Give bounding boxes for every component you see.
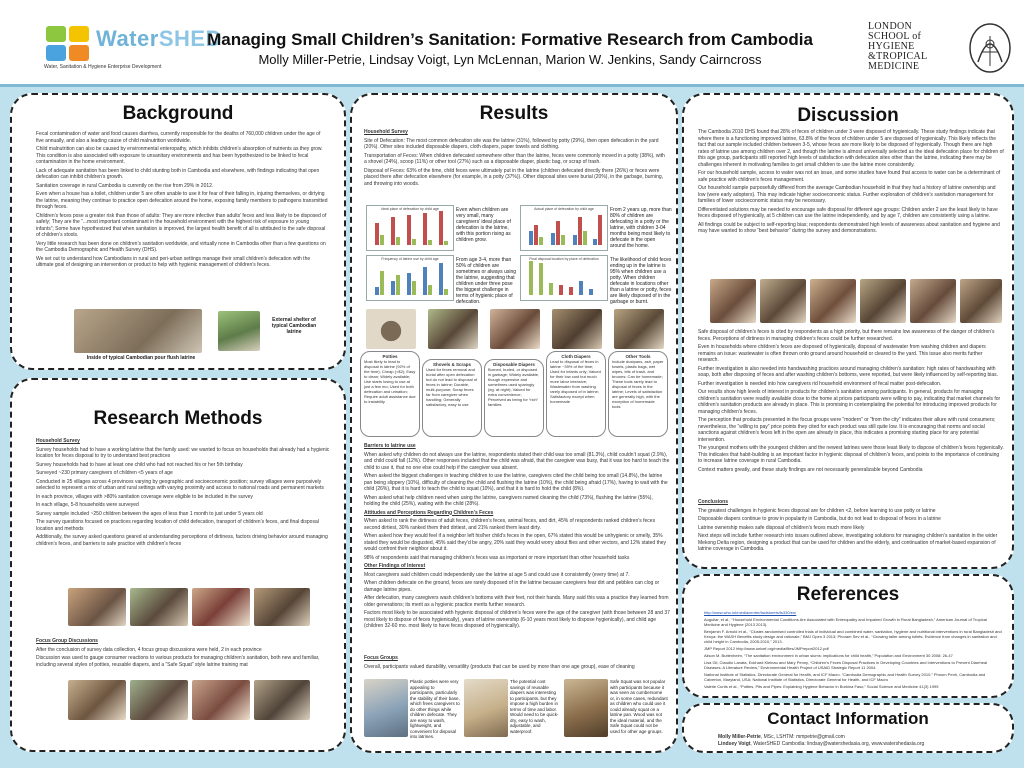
potty-photo (366, 309, 416, 349)
survey-photo-1 (68, 588, 126, 626)
latrine-shelter-caption: External shelter of typical Cambodian latrine (271, 317, 317, 335)
results-panel (350, 93, 678, 753)
latrine-inside-caption: Inside of typical Cambodian pour flush latrine (86, 355, 196, 361)
results-focus-groups-text: Focus Groups Overall, participants valued durability, versatility (products that can be used by more than one age group), ease of cleaning (364, 655, 635, 670)
reusable-diaper-photo (464, 679, 508, 737)
results-heading: Results (479, 103, 549, 124)
safe-squat-text: Safe Squat was not popular with participants because it was seen as cumbersome or, in some cases, redundant as children who could use it could already squat on a latrine pan. Wood was not the ideal material, and the Safe Squat could not be used for other age groups. (610, 679, 668, 734)
poster-authors: Molly Miller-Petrie, Lindsay Voigt, Lyn McLennan, Marion W. Jenkins, Sandy Cairncross (258, 52, 762, 67)
chart-ideal-place: Ideal place of defecation by child age (366, 205, 454, 251)
chart-frequency-note: From age 3-4, more than 50% of children are sometimes or always using the latrine, suggesting that children under three pose the biggest challenge in terms of hygienic place of defecation. (456, 257, 517, 305)
lshtm-logo-text: LONDON SCHOOL of HYGIENE &TROPICAL MEDICINE (868, 21, 928, 72)
potties-box: Potties Most likely to lead to disposal in latrine (92% of the time); Cheap (<$2); Easy to clean; Widely available; Use starts losing to use at just a few mo; Used for both defecation and urination; Require adult assistance due to instability (360, 351, 420, 437)
discussion-panel (682, 93, 1014, 569)
watershed-logo-icon (46, 26, 92, 62)
contact-email-1[interactable]: , MSc, LSHTM: mmpetrie@gmail.com (760, 734, 845, 740)
background-text: Fecal contamination of water and food causes diarrhea, currently responsible for the deaths of 760,000 children under the age of five annually, and also a leading cause of child malnutrition worldwide. Child malnutrition can also be caused by environmental enteropathy, which inhibits children’s absorption of nutrients as they grow. This condition is also associated with exposure to unsanitary environments and has been hypothesized to be linked to fecal contamination in the home environment. Lack of adequate sanitation has been linked to child stunting both in Cambodia and elsewhere, with findings indicating that open defecation can inhibit children’s growth. Sanitation coverage in rural Cambodia is currently on the rise from 29% in 2012. Even when a house has a toilet, children under 5 are often unable to use it for fear of their falling in, injuring themselves, or dirtying the latrine, meaning they continue to practice open defecation around the home, exposing family members to pathogens transmitted through feces. Children’s feces pose a greater risk than those of adults: They are more infective than adults’ feces and less likely to be disposed of safely; They are the “...most important contaminant in the household environment with the highest risk of exposure to young infants”; Some have hypothesized that when sanitation is improved, the largest health benefit of all is attributed to the safe disposal of children’s stools. Very little research has been done on children’s sanitation worldwide, and virtually none in Cambodia other than a few questions on the Cambodia Demographic and Health Survey (DHS). We set out to understand how Cambodians in rural and peri-urban settings manage their small children’s defecation with the ultimate goal of designing an intervention or product to help with hygienic management of children’s feces. (36, 131, 328, 268)
discussion-photo-3 (810, 279, 856, 323)
poster-title: Managing Small Children’s Sanitation: Formative Research from Cambodia (207, 30, 813, 49)
reference-link[interactable]: http://www.who.int/mediacentre/factsheets/fs330/en/ (704, 610, 797, 615)
discussion-heading: Discussion (797, 105, 899, 126)
cloth-diapers-box: Cloth Diapers Lead to disposal of feces in latrine ~39% of the time; Used for infants only; Valued for their low cost but much more labor intensive; Wastewater from washing rarely disposed of in latrine; Satisfactory except when homemade (546, 351, 606, 437)
chart-disposal-note: The likelihood of child feces ending up in the latrine is 95% when children use a potty. When children defecate in locations other than a latrine or potty, feces are likely disposed of in the garbage or burnt. (610, 257, 672, 305)
focus-group-photo-4 (254, 680, 310, 720)
disposable-diapers-box: Disposable Diapers Burned, buried, or disposed in garbage; Widely available, though expensive and sometimes used sparingly (eg. at night); Valued for extra convenience; Perceived as being for “rich” families (484, 359, 544, 437)
poster-header (0, 0, 1024, 87)
chart-final-disposal: Final disposal location by place of defecation (520, 255, 608, 301)
chart-latrine-frequency: Frequency of latrine use by child age (366, 255, 454, 301)
contact-email-2[interactable]: , WaterSHED Cambodia: lindsay@watershedasia.org, www.watershedasia.org (750, 741, 925, 747)
chart-ideal-note: Even when children are very small, many caregivers’ ideal place of defecation is the latrine, with this portion rising as children grow. (456, 207, 511, 243)
survey-photo-4 (254, 588, 310, 626)
shovels-box: Shovels & Scraps Used for feces removal and burial after open defecation but do not lead to disposal of feces in latrine; Durable, multi-purpose; Scrap feces far from caregiver when handling; Generally satisfactory, easy to use (422, 359, 482, 437)
lshtm-crest-icon (968, 22, 1012, 74)
survey-photo-3 (192, 588, 250, 626)
latrine-inside-photo (74, 309, 202, 353)
background-heading: Background (122, 103, 234, 124)
methods-heading: Research Methods (93, 408, 263, 429)
contact-text: Molly Miller-Petrie, MSc, LSHTM: mmpetrie@gmail.com Lindsey Voigt, WaterSHED Cambodia: lindsay@watershedasia.org, www.watershedasia.org (718, 734, 925, 747)
discussion-photo-1 (710, 279, 756, 323)
discussion-photo-2 (760, 279, 806, 323)
cloth-diaper-photo (552, 309, 602, 349)
references-panel (682, 574, 1014, 698)
watershed-logo-text: WaterSHED (96, 26, 222, 51)
discussion-photo-4 (860, 279, 906, 323)
references-heading: References (796, 584, 900, 605)
focus-group-photo-2 (130, 680, 188, 720)
methods-household-text: Household Survey Survey households had to have a working latrine that the family used: we wanted to focus on households that already had a hygienic location for feces disposal to try to understand best practices Survey households had to have at least one child who had not reached his or her 5th birthday Surveyed ~230 primary caregivers of children <5 years of age Conducted in 25 villages across 4 provinces varying by geographic and socioeconomic position; survey villages were purposively selected to represent a mix of urban and rural settings with varying proximity and access to national roads and permanent markets In each province, villages with >80% sanitation coverage were eligible to be included in the survey In each village, 5-8 households were surveyed Survey sample included ~250 children between the ages of less than 1 month to just under 5 years old The survey questions focused on practices regarding location of child defecation, transport of children’s feces, and final disposal location and methods Additionally, the survey asked questions geared at understanding perceptions of dirtiness, factors driving behavior around managing children’s feces, and barriers to safe practice with children’s feces (36, 438, 330, 547)
plastic-potty-text: Plastic potties were very appealing to participants, particularly the stability of their base, which frees caregivers to do other things while children defecate. They are easy to wash, lightweight, and convenient for disposal into latrines. (410, 679, 460, 739)
discussion-text-bottom: Safe disposal of children’s feces is cited by respondents as a high priority, but there remains low awareness of the danger of children’s feces. Perceptions of dirtiness in managing children’s feces could be further researched. Even in households where children’s feces are disposed of hygienically, disposal of wastewater from washing children and diapers remains an issue: wastewater is often thrown onto ground around household or cleared to the yard. This issue also merits further research. Further investigation is also needed into handwashing practices around managing children’s sanitation: high rates of handwashing with soap, both after disposing of feces and after washing children’s bottoms, were reported, but were likely influenced by self-reporting bias. Further investigation is needed into how caregivers rid household environment of fecal matter post-defecation. Our results show high levels of interest in products for children’s sanitation among participants. In general, products for managing children’s sanitation were readily available close to the home at prices participants were willing to pay, indicating that market channels for children’s sanitation products are already in place. This is promising in contemplating the potential for introducing improved products for managing children’s feces. The perception that products presented in the focus groups were “modern” or “from the city” indicates their allure with rural consumers; nevertheless, the “willing to pay” price points they cited for each product was still quite low. It is encouraging that norms and social sanctions against children’s feces left in the open are already in place, this indicates a promising starting place for any potential intervention. The youngest mothers with the youngest children and the newest latrines were those least likely to dispose of children’s feces hygienically. This indicates that habit-building is an important factor in hygienic disposal of children’s feces, and points to the importance of continuing to increase latrine coverage in rural Cambodia. Context matters greatly, and these study findings are not necessarily generalizable beyond Cambodia (698, 329, 1004, 473)
safe-squat-photo (564, 679, 608, 737)
background-panel (10, 93, 346, 370)
references-list: http://www.who.int/mediacentre/factsheets/fs330/en/ Auguilar, et al., “Household Environmental Conditions Are Associated with Enteropathy and Impaired Growth in Rural Bangladesh,” American Journal of Tropical Medicine and Hygiene (2013 2013). Benjamin F. Arnold et al., “Cluster-randomised controlled trials of individual and combined water, sanitation, hygiene and nutritional interventions in rural Bangladesh and Kenya: the WASH Benefits study design and rationale,” BMJ Open 3 2013; Phoram Sev et al., “Growing taller among toilets: Evidence from changes in sanitation and child height in Cambodia, 2005-2010,” 2013. JMP Report 2012 http://www.unicef.org/media/files/JMPreport2012.pdf Alison M. Buttenheim, “The sanitation environment in urban slums: implications for child health,” Population and Environment 30 2008: 26-47 Lisa Gil, Claudio Lanata, Eckhard Kleinau and Mary Penny, “Children’s Feces Disposal Practices in Developing Countries and Interventions to Prevent Diarrheal Diseases: A Literature Review,” Environmental Health Project of USAID Strategic Report 11 2004. National Institute of Statistics, Directorate General for Health, and ICF Macro. “Cambodia Demographic and Health Survey 2010.” Phnom Penh, Cambodia and Calverton, Maryland, USA: National Institute of Statistics, Directorate General for Health, and ICF Macro Valérie Curtis et al., “Potties, Pits and Pipes: Explaining Hygiene Behavior in Burkina Faso,” Social Science and Medicine 41(3) 1995 (704, 610, 1002, 689)
results-barriers-text: Barriers to latrine use When asked why children do not always use the latrine, respondents stated their child was too small (81.3%), child couldn’t squat (2.9%), and child could fall (12%). Other responses included that the child was afraid, that the caregiver was busy, that it was too hard to teach the child to use it, that no one else could help if the caregiver was absent. When asked the biggest challenges in teaching children to use the latrine, caregivers cited the child being too small (14.8%), the latrine pan being slippery (10%), difficulty of cleaning the child and flushing the latrine (10%), the child being afraid (17%), having to wait with the child (26%), that it is hard to teach the child to squat (10%), and that it is hard to hold the child (8%). When asked what help children need when using the latrine, caregivers named cleaning the child (73%), flushing the latrine (55%), holding the child (25%), waiting with the child (28%). Attitudes and Perceptions Regarding Children’s Feces When asked to rank the dirtiness of adult feces, children’s feces, animal feces, and dirt, 45% of respondents ranked children’s feces second dirtiest, 30% ranked them third dirtiest, and 21% ranked them least dirty. When asked how they would feel if a neighbor left his/her child’s feces in the open, 67% stated this would be unhygienic or smelly, 35% stated they would be disgusted, 45% said they’d be angry, 20% said they would worry about flies and other vectors, and 12% stated they would confront their neighbor about it. 98% of respondents said that managing children’s feces was as important or more important than other household tasks Other Findings of Interest Most caregivers said children could independently use the latrine at age 5 and could use it consistently (every time) at 7. When children defecate on the ground, feces are rarely disposed of in the latrine because caregivers fear dirt and pebbles can clog or damage latrine pipes. After defecation, many caregivers wash children’s bottoms with their feet, not their hands. Many said this was a practice they learned from older generations; its merit as a hygienic practice merits further research. Factors most likely to be associated with hygienic disposal of children’s feces were the age of the caregiver (with those between 28 and 37 most likely to dispose of feces hygienically), years of latrine ownership (6-10 years most likely to dispose hygienically), and child age (children 32-60 mo. most likely to have feces disposed of hygienically). (364, 443, 670, 629)
reusable-diaper-text: The potential cost savings of reusable diapers was interesting to participants, but they impose a high burden in terms of time and labor. Would need to be quick-dry, easy to wash, adjustable, and waterproof. (510, 679, 559, 734)
discussion-photo-5 (910, 279, 956, 323)
contact-panel (682, 703, 1014, 753)
chart-actual-note: From 2 years up, more than 80% of children are defecating in a potty or the latrine, with children 3-04 months being most likely to defecate in the open around the home. (610, 207, 672, 249)
research-methods-panel (10, 378, 346, 752)
discussion-photo-6 (960, 279, 1002, 323)
shovel-photo (428, 309, 478, 349)
watershed-tagline: Water, Sanitation & Hygiene Enterprise Development (44, 64, 162, 70)
discussion-text-top: The Cambodia 2010 DHS found that 28% of feces of children under 3 were disposed of hygienically. These study findings indicate that where there is a functioning improved latrine, 63.8% of the feces of children under 5 are disposed of hygienically. This likely reflects the fact that our sample included children between 3-5, whose feces are more likely to be disposed of hygienically. Though there are high rates of latrine use among children over 2, and though the latrine is almost universally selected as the ideal defecation place for children of this age group, participants still reported high levels of satisfaction with defecation sites other than the latrine, indicating there may be challenges inherent in motivating families to get small children to use the latrine more consistently. For our household sample, access to water was not an issue, and some studies have found that access to water can be a determinant of safe practice with children’s feces management. Our household sample purposefully differed from the average Cambodian household in that they had a history of latrine ownership and low (were early adopters). This may indicate higher socioeconomic status. Further exploration of children’s sanitation management for families of lower socioeconomic status may be necessary. Differentiated solutions may be needed to encourage safe disposal for different age groups: Children under 2 are the least likely to have feces disposed of hygienically, at 5 children can use the latrine independently, and by age 7, children are consistently using a latrine. All findings could be subject to self-reporting bias; respondents demonstrated high levels of awareness about sanitation and hygiene and may have wanted to show “best behavior” during the survey and demonstrations. (698, 129, 1004, 234)
focus-group-photo-1 (68, 680, 126, 720)
results-survey-text: Household Survey Site of Defecation: The most common defecation site was the latrine (31%), followed by potty (29%), then open defecation in the yard (20%). Other sites included disposable diapers, cloth diapers, paper towels and clothing. Transportation of Feces: When children defecated somewhere other than the latrine, feces were commonly moved in a potty (38%), with a shovel (24%), scoop (11%) or other tool (27%) such as a disposable diaper, plastic bag, or scrap of trash. Disposal of Feces: 63% of the time, child feces were ultimately put in the latrine (children defecated directly there (26%) or feces were placed there after defecation elsewhere (for example, in a potty (37%)). Other disposal sites were burial (20%), in the garbage, burning, and throwing into woods. (364, 129, 665, 187)
disposable-diaper-photo (490, 309, 540, 349)
watershed-logo (42, 18, 222, 78)
other-tools-box: Other Tools Include dustpans, ash, paper towels, plastic bags, wet wipes, bits of trash, and brooms; Can be homemade; These tools rarely lead to disposal of feces in the latrine; Levels of satisfaction are generally high, with the exception of homemade tools (608, 351, 668, 437)
other-tools-photo (614, 309, 664, 349)
plastic-potty-photo (364, 679, 408, 737)
focus-group-photo-3 (192, 680, 250, 720)
latrine-shelter-photo (218, 311, 260, 351)
conclusions-text: Conclusions The greatest challenges in hygienic feces disposal are for children <2, before learning to use potty or latrine Disposable diapers continue to grow in popularity in Cambodia, but do not lead to disposal of feces in a latrine Latrine ownership makes safe disposal of children’s feces much more likely Next steps will include further research into issues outlined above, investigating solutions for managing children’s sanitation in the wider Mekong Delta region, designing a product that can be used for children and the elderly, and continuation of market-based expansion of latrine coverage in Cambodia. (698, 499, 998, 552)
methods-focus-text: Focus Group Discussions After the conclusion of survey data collection, 4 focus group discussions were held, 2 in each province Discussion was used to gauge consumer reactions to various products for managing children’s sanitation, both new and familiar, including several styles of potties, reusable diapers, and a “Safe Squat” style latrine training mat (36, 638, 320, 668)
chart-actual-place: Actual place of defecation by child age (520, 205, 608, 251)
lshtm-logo (868, 20, 1018, 80)
contact-heading: Contact Information (767, 709, 929, 728)
survey-photo-2 (130, 588, 188, 626)
